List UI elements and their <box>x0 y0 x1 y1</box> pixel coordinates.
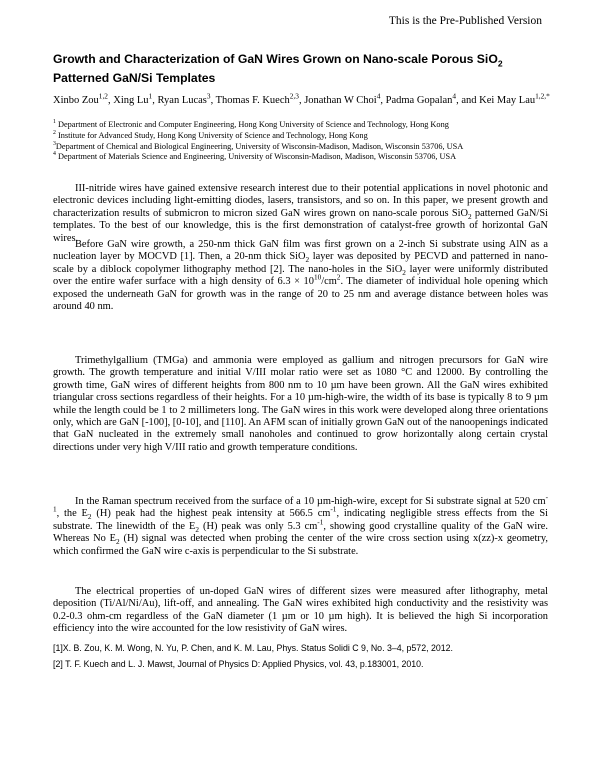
title-line-2: Patterned GaN/Si Templates <box>53 71 216 85</box>
author: Padma Gopalan$^4$, and <box>385 91 480 106</box>
author: Thomas F. Kuech$^{2,3}$, <box>215 91 305 106</box>
author-list <box>53 91 553 106</box>
pre-published-note: This is the Pre-Published Version <box>388 15 542 27</box>
author: Xing Lu$^1$, <box>113 91 158 106</box>
reference-list <box>53 640 553 672</box>
affiliation: $^4$ Department of Materials Science and Engineering, University of Wisconsin-Madison, Madison, Wisconsin 53706, USA <box>53 151 457 162</box>
body-paragraph-introduction: III-nitride wires have gained extensive research interest due to their potential applications in novel photonic and electronic devices including light-emitting diodes, lasers, transistors, and so on. In this paper, we present growth and characterization results of submicron to micron sized GaN wires grown on nano-scale porous SiO$_2$ patterned GaN/Si templates. To the best of our knowledge, this is the first demonstration of catalyst-free growth of horizontal GaN wires. <box>53 183 548 244</box>
affiliation: $^2$ Institute for Advanced Study, Hong Kong University of Science and Technology, Hong Kong <box>53 130 368 140</box>
affiliation: $^3$Department of Chemical and Biological Engineering, University of Wisconsin-Madison, Madison, Wisconsin 53706, USA <box>53 140 464 151</box>
paper-title <box>53 50 553 88</box>
body-paragraph-template: Before GaN wire growth, a 250-nm thick GaN film was first grown on a 2-inch Si substrate using AlN as a nucleation layer by MOCVD [1]. Then, a 20-nm thick SiO$_2$ layer was deposited by PECVD and patterned in nano-scale by a diblock copolymer lithography method [2]. The nano-holes in the SiO$_2$ layer were uniformly distributed over the entire wafer surface with a high density of $6.3 \times 10^{10}/cm^2$. The diameter of individual hole opening which exposed the underneath GaN for growth was in the range of 20 to 25 nm and average distance between holes was around 40 nm. <box>53 239 548 313</box>
author: Jonathan W Choi$^4$, <box>304 91 386 106</box>
body-paragraph-electrical: The electrical properties of un-doped GaN wires of different sizes were measured after lithography, metal deposition (Ti/Al/Ni/Au), lift-off, and annealing. The GaN wires exhibited high conductivity and the resistivity was 0.2-0.3 ohm-cm regardless of the GaN diameter (1 µm or 10 µm high). It is believed the high Si incorporation efficiency into the wire accounted for the low resistivity of GaN wires. <box>53 586 548 635</box>
affiliation: $^1$ Department of Electronic and Computer Engineering, Hong Kong University of Science and Technology, Hong Kong <box>53 119 449 129</box>
reference-item: [2] T. F. Kuech and L. J. Mawst, Journal of Physics D: Applied Physics, vol. 43, p.183001, 2010. <box>53 659 424 669</box>
author: Ryan Lucas$^3$, <box>157 91 216 106</box>
body-paragraph-raman: In the Raman spectrum received from the surface of a 10 µm-high-wire, except for Si substrate signal at 520 $cm^{-1}$, the $E_2$ (H) peak had the highest peak intensity at 566.5 $cm^{-1}$, indicating negligible stress effects from the Si substrate. The linewidth of the $E_2$ (H) peak was only 5.3 $cm^{-1}$, showing good crystalline quality of the GaN wire. Whereas No $E_2$ (H) signal was detected when probing the center of the wire cross section using x(zz)-x geometry, which confirmed the GaN wire c-axis is perpendicular to the Si substrate. <box>53 493 548 557</box>
reference-item: [1]X. B. Zou, K. M. Wong, N. Yu, P. Chen, and K. M. Lau, Phys. Status Solidi C 9, No. 3–4, p572, 2012. <box>53 643 453 653</box>
title-line-1: Growth and Characterization of GaN Wires Grown on Nano-scale Porous SiO$_2$ <box>53 52 503 69</box>
author: Kei May Lau$^{1,2,*}$ <box>479 91 550 106</box>
body-paragraph-growth: Trimethylgallium (TMGa) and ammonia were employed as gallium and nitrogen precursors for GaN wire growth. The growth temperature and initial V/III molar ratio were set as 1080 °C and 12000. By controlling the growth time, GaN wires of different heights from 800 nm to 10 µm have been grown. All the GaN wires exhibited triangular cross sections regardless of their heights. For a 10 µm-high-wire, the width of its base is typically 8 to 9 µm while the length could be 1 to 2 millimeters long. The GaN wires in this work were developed along three orientations only, which are GaN [-100], [0-10], and [110]. An AFM scan of initially grown GaN out of the nanoopenings indicated that GaN nucleated in the extremely small nanoholes and continued to grow horizontally along certain crystal directions under very high V/III ratio and growth temperature conditions. <box>53 355 548 453</box>
affiliation-list <box>53 120 563 163</box>
author: Xinbo Zou$^{1,2}$, <box>53 91 114 106</box>
